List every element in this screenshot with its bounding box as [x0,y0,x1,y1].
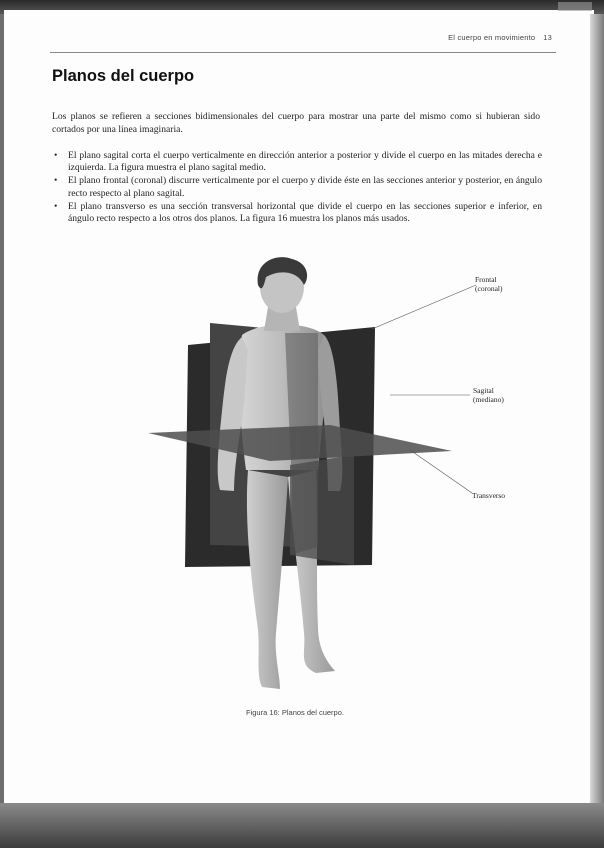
body-planes-illustration [140,255,520,695]
scan-border-bottom [0,803,604,848]
running-title: El cuerpo en movimiento [448,33,536,42]
header-rule [50,52,556,53]
bullet-dot: • [54,200,58,212]
list-item-text: El plano sagital corta el cuerpo verticalmente en dirección anterior a posterior y divide el cuerpo en las mitades derecha e izquierda. La figura muestra el plano sagital medio. [68,150,542,174]
label-sagital-name: Sagital [473,386,494,395]
label-transverso-name: Transverso [472,491,506,500]
running-header [448,33,552,42]
page-number: 13 [543,33,552,42]
callout-line-transverso [410,450,472,493]
label-frontal-name: Frontal [475,275,497,284]
section-title: Planos del cuerpo [52,67,195,85]
label-frontal-sub: (coronal) [475,284,503,293]
figure-caption: Figura 16: Planos del cuerpo. [246,708,344,717]
bullet-dot: • [54,175,58,187]
label-sagital-sub: (mediano) [473,395,504,404]
callout-line-frontal [372,285,476,329]
label-transverso [472,491,505,500]
bullet-dot: • [54,150,58,161]
list-item-text: El plano frontal (coronal) discurre verticalmente por el cuerpo y divide éste en las secciones anterior y posterior, en ángulo recto respecto al plano sagital. [68,175,542,199]
list-item-sagital [52,150,542,175]
scan-border-right [590,14,604,804]
planes-list [52,150,542,226]
list-item-transverso [52,201,542,226]
list-item-frontal [52,175,542,200]
label-frontal [475,275,502,293]
sagittal-plane-lower [290,455,354,565]
body-planes-figure [140,255,520,695]
label-sagital [473,386,504,404]
intro-paragraph: Los planos se refieren a secciones bidimensionales del cuerpo para mostrar una parte del mismo como si hubieran sido cortados por una línea imaginaria. [52,111,540,135]
list-item-text: El plano transverso es una sección transversal horizontal que divide el cuerpo en las secciones superior e inferior, en ángulo recto respecto a los otros dos planos. La figura 16 muestra los planos más usados. [68,200,542,225]
scan-stamp [558,2,592,11]
